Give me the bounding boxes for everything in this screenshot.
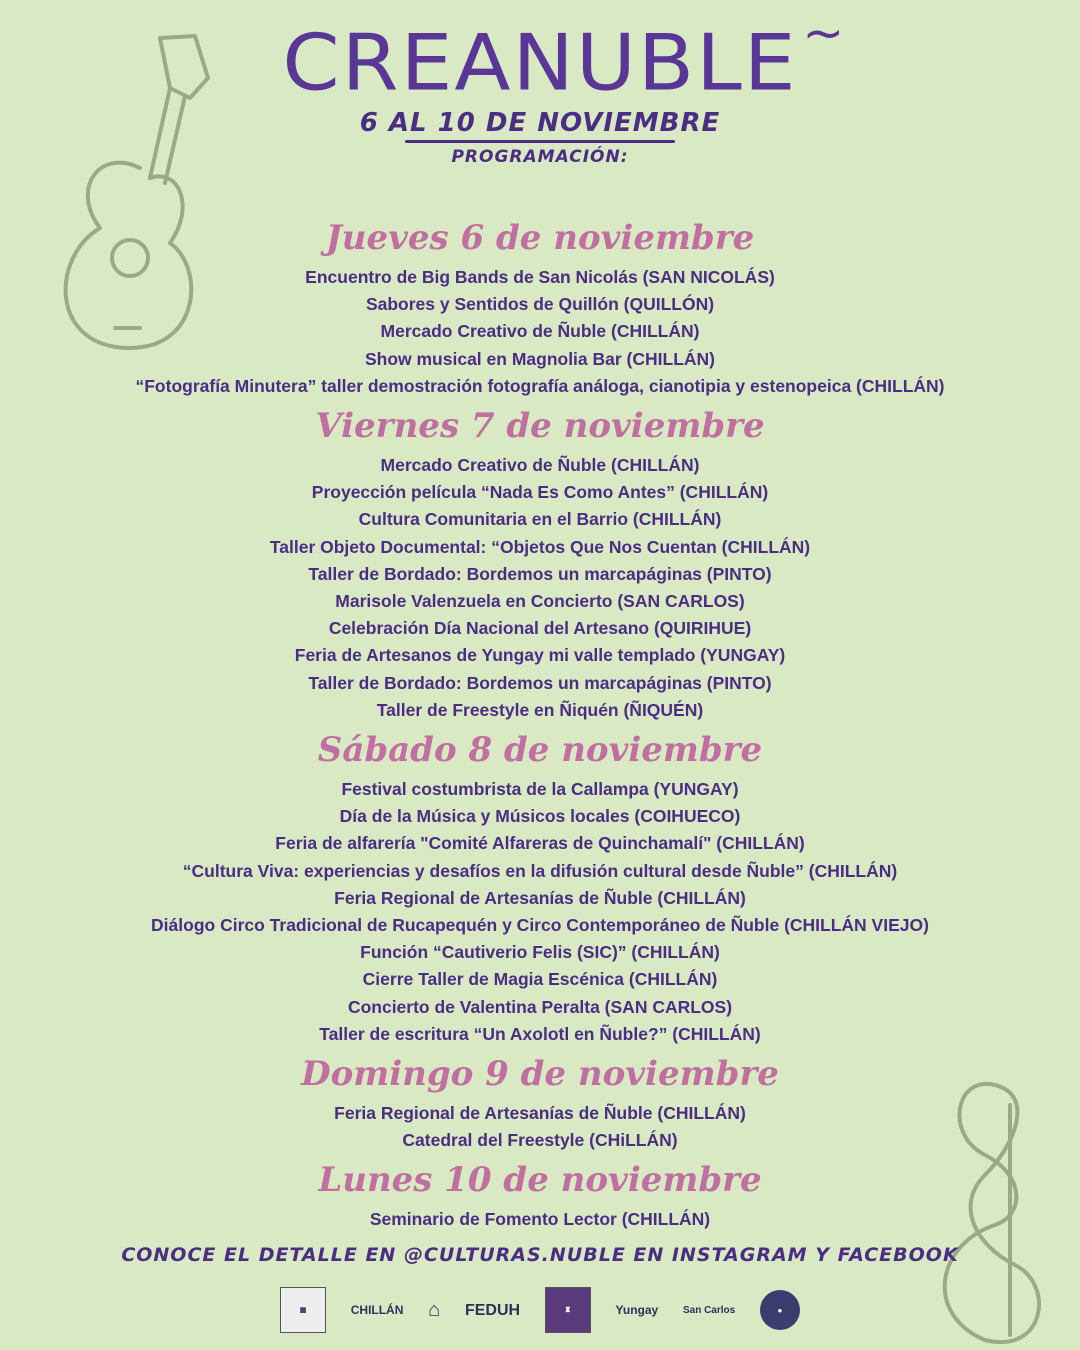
event-item: Seminario de Fomento Lector (CHILLÁN) (369, 1209, 711, 1230)
san-carlos-logo-text: San Carlos (682, 1304, 736, 1316)
schedule (0, 212, 1080, 1234)
title-tilde: ~ (802, 4, 845, 62)
event-item: Celebración Día Nacional del Artesano (QUIRIHUE) (328, 618, 752, 639)
program-subtitle: PROGRAMACIÓN: (451, 147, 629, 167)
event-item: Mercado Creativo de Ñuble (CHILLÁN) (380, 455, 700, 476)
footer-social-text: CONOCE EL DETALLE EN @CULTURAS.NUBLE EN INSTAGRAM Y FACEBOOK (121, 1244, 959, 1266)
yungay-logo-text: Yungay (615, 1302, 659, 1317)
sponsor-logos (280, 1285, 800, 1335)
event-item: Festival costumbrista de la Callampa (YUNGAY) (341, 779, 739, 800)
event-item: Función “Cautiverio Felis (SIC)” (CHILLÁN) (360, 942, 720, 963)
event-item: Feria Regional de Artesanías de Ñuble (CHILLÁN) (334, 887, 746, 908)
event-item: Catedral del Freestyle (CHiLLÁN) (402, 1130, 678, 1151)
event-item: Diálogo Circo Tradicional de Rucapequén y Circo Contemporáneo de Ñuble (CHILLÁN VIEJO) (151, 915, 929, 936)
feduh-logo-text: FEDUH (464, 1301, 521, 1319)
event-item: Sabores y Sentidos de Quillón (QUILLÓN) (365, 294, 715, 315)
chillan-logo-text: CHILLÁN (350, 1302, 404, 1317)
day-heading-thursday: Jueves 6 de noviembre (325, 218, 755, 258)
event-dates: 6 AL 10 DE NOVIEMBRE (359, 108, 721, 138)
event-item: Día de la Música y Músicos locales (COIHUECO) (339, 806, 741, 827)
day-heading-friday: Viernes 7 de noviembre (315, 406, 765, 447)
event-item: Cultura Comunitaria en el Barrio (CHILLÁN) (358, 509, 722, 530)
event-item: Encuentro de Big Bands de San Nicolás (SAN NICOLÁS) (305, 267, 775, 287)
theater-logo: ⌂ (428, 1298, 441, 1321)
chillan-logo (351, 1304, 404, 1317)
yungay-logo (616, 1304, 659, 1317)
page-title: CREANUBLE (282, 18, 798, 109)
day-heading-sunday: Domingo 9 de noviembre (301, 1054, 779, 1095)
dates-underline (405, 140, 675, 143)
heritage-logo: ♜ (545, 1287, 591, 1333)
circle-logo: ● (760, 1290, 800, 1330)
event-item: “Cultura Viva: experiencias y desafíos en la difusión cultural desde Ñuble” (CHILLÁN) (182, 860, 898, 881)
event-item: Proyección película “Nada Es Como Antes” (CHILLÁN) (311, 482, 769, 503)
event-item: Feria de Artesanos de Yungay mi valle templado (YUNGAY) (294, 645, 786, 666)
event-item: Taller de escritura “Un Axolotl en Ñuble?” (CHILLÁN) (319, 1023, 761, 1044)
event-item: Show musical en Magnolia Bar (CHILLÁN) (364, 348, 716, 369)
event-item: Marisole Valenzuela en Concierto (SAN CARLOS) (335, 591, 745, 612)
event-item: Feria de alfarería "Comité Alfareras de Quinchamalí" (CHILLÁN) (275, 833, 805, 854)
event-item: Mercado Creativo de Ñuble (CHILLÁN) (380, 321, 700, 342)
event-item: Cierre Taller de Magia Escénica (CHILLÁN) (362, 969, 718, 990)
event-item: Feria Regional de Artesanías de Ñuble (CHILLÁN) (334, 1103, 746, 1124)
feduh-logo (464, 1301, 521, 1319)
title-wrap (282, 4, 845, 112)
event-item: Taller de Bordado: Bordemos un marcapáginas (PINTO) (308, 563, 772, 584)
header (0, 4, 1080, 167)
event-item: Taller Objeto Documental: “Objetos Que Nos Cuentan (CHILLÁN) (269, 536, 811, 557)
event-item: “Fotografía Minutera” taller demostración fotografía análoga, cianotipia y estenopeica (CHILLÁN) (135, 375, 945, 396)
event-item: Concierto de Valentina Peralta (SAN CARLOS) (347, 996, 733, 1017)
event-item: Taller de Bordado: Bordemos un marcapáginas (PINTO) (308, 672, 772, 693)
event-item: Taller de Freestyle en Ñiquén (ÑIQUÉN) (376, 699, 704, 720)
government-logo: ▦ (280, 1287, 326, 1333)
san-carlos-logo (683, 1304, 735, 1317)
day-heading-monday: Lunes 10 de noviembre (318, 1160, 762, 1201)
day-heading-saturday: Sábado 8 de noviembre (317, 730, 763, 771)
